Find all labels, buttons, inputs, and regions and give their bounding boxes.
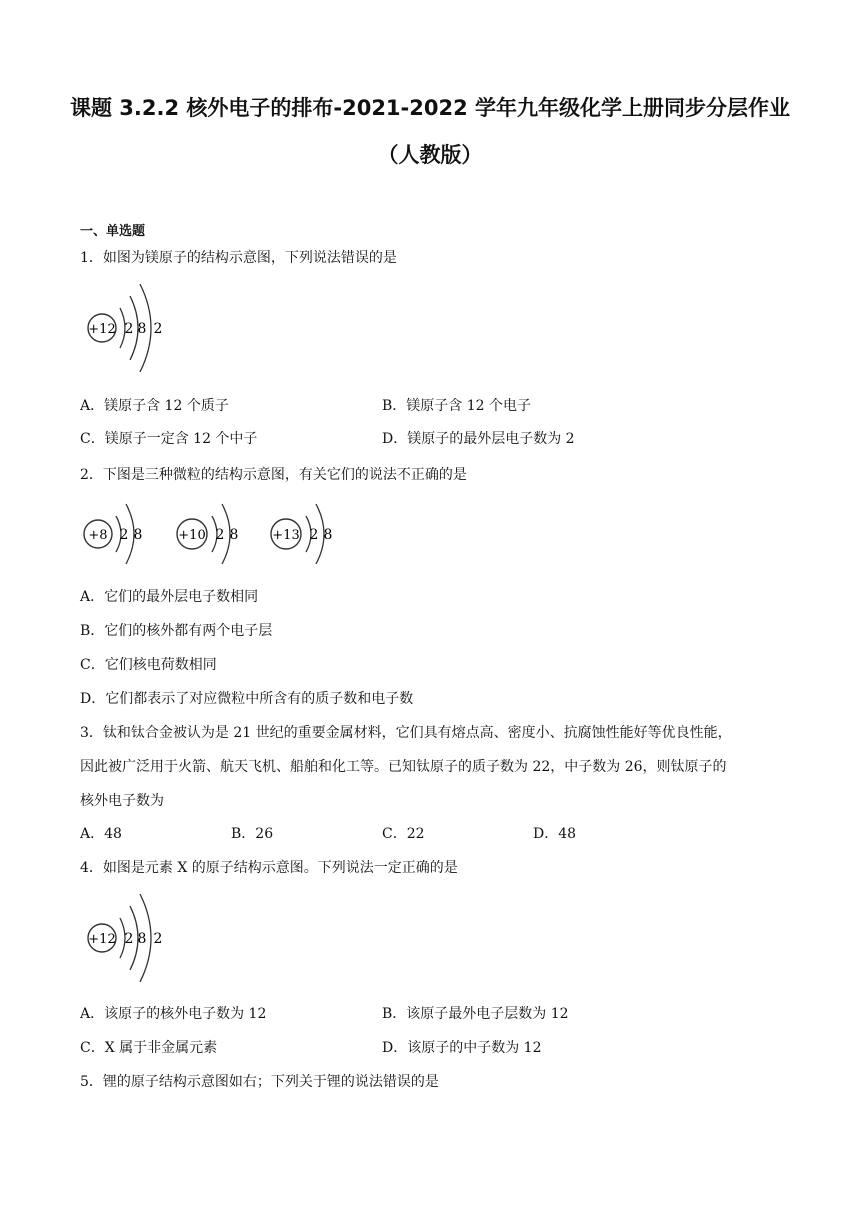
shell-3-count: 2 xyxy=(153,931,163,947)
nucleus-charge: +10 xyxy=(178,528,206,543)
shell-3-count: 2 xyxy=(153,321,163,337)
question-4-atom-diagram xyxy=(84,888,174,988)
question-2-option-b: B．它们的核外都有两个电子层 xyxy=(80,623,273,639)
question-1-stem: 1．如图为镁原子的结构示意图，下列说法错误的是 xyxy=(80,250,397,266)
question-2-stem: 2．下图是三种微粒的结构示意图，有关它们的说法不正确的是 xyxy=(80,467,467,483)
question-4-stem: 4．如图是元素 X 的原子结构示意图。下列说法一定正确的是 xyxy=(80,860,458,876)
question-3-option-d: D．48 xyxy=(533,826,577,842)
question-4-option-d: D．该原子的中子数为 12 xyxy=(382,1040,542,1056)
shell-1-count: 2 xyxy=(124,321,134,337)
question-1-option-d: D．镁原子的最外层电子数为 2 xyxy=(382,431,575,447)
question-2-option-a: A．它们的最外层电子数相同 xyxy=(80,589,259,605)
question-1-option-b: B．镁原子含 12 个电子 xyxy=(382,398,532,414)
question-1-atom-diagram xyxy=(84,278,174,378)
question-3-option-b: B．26 xyxy=(231,826,274,842)
question-2-atom-diagram-3 xyxy=(268,494,348,574)
shell-2-count: 8 xyxy=(137,931,147,947)
shell-2-count: 8 xyxy=(133,527,143,543)
nucleus-charge: +13 xyxy=(272,528,300,543)
question-1-option-c: C．镁原子一定含 12 个中子 xyxy=(80,431,258,447)
question-2-atom-diagram-1 xyxy=(80,494,160,574)
nucleus-charge: +8 xyxy=(88,528,108,543)
question-4-option-a: A．该原子的核外电子数为 12 xyxy=(80,1006,267,1022)
question-5-stem: 5．锂的原子结构示意图如右；下列关于锂的说法错误的是 xyxy=(80,1074,439,1090)
question-3-stem-line-2: 因此被广泛用于火箭、航天飞机、船舶和化工等。已知钛原子的质子数为 22，中子数为 26，则钛原子的 xyxy=(80,759,727,775)
question-2-atom-diagram-2 xyxy=(174,494,254,574)
document-title-line-2: （人教版） xyxy=(377,143,483,167)
shell-1-count: 2 xyxy=(119,527,129,543)
shell-2-count: 8 xyxy=(323,527,333,543)
nucleus-charge: +12 xyxy=(88,322,116,337)
question-3-option-c: C．22 xyxy=(382,826,425,842)
document-title-line-1: 课题 3.2.2 核外电子的排布-2021-2022 学年九年级化学上册同步分层作业 xyxy=(69,96,791,120)
shell-2-count: 8 xyxy=(229,527,239,543)
question-3-stem-line-3: 核外电子数为 xyxy=(80,793,164,809)
question-4-option-b: B．该原子最外电子层数为 12 xyxy=(382,1006,569,1022)
question-3-option-a: A．48 xyxy=(80,826,122,842)
question-2-option-d: D．它们都表示了对应微粒中所含有的质子数和电子数 xyxy=(80,691,414,707)
question-1-option-a: A．镁原子含 12 个质子 xyxy=(80,398,229,414)
shell-1-count: 2 xyxy=(215,527,225,543)
shell-1-count: 2 xyxy=(309,527,319,543)
shell-2-count: 8 xyxy=(137,321,147,337)
question-3-stem-line-1: 3．钛和钛合金被认为是 21 世纪的重要金属材料，它们具有熔点高、密度小、抗腐蚀性能好等优良性能， xyxy=(80,725,732,741)
question-4-option-c: C．X 属于非金属元素 xyxy=(80,1040,218,1056)
question-2-option-c: C．它们核电荷数相同 xyxy=(80,657,217,673)
nucleus-charge: +12 xyxy=(88,932,116,947)
shell-1-count: 2 xyxy=(124,931,134,947)
section-title: 一、单选题 xyxy=(80,224,146,239)
